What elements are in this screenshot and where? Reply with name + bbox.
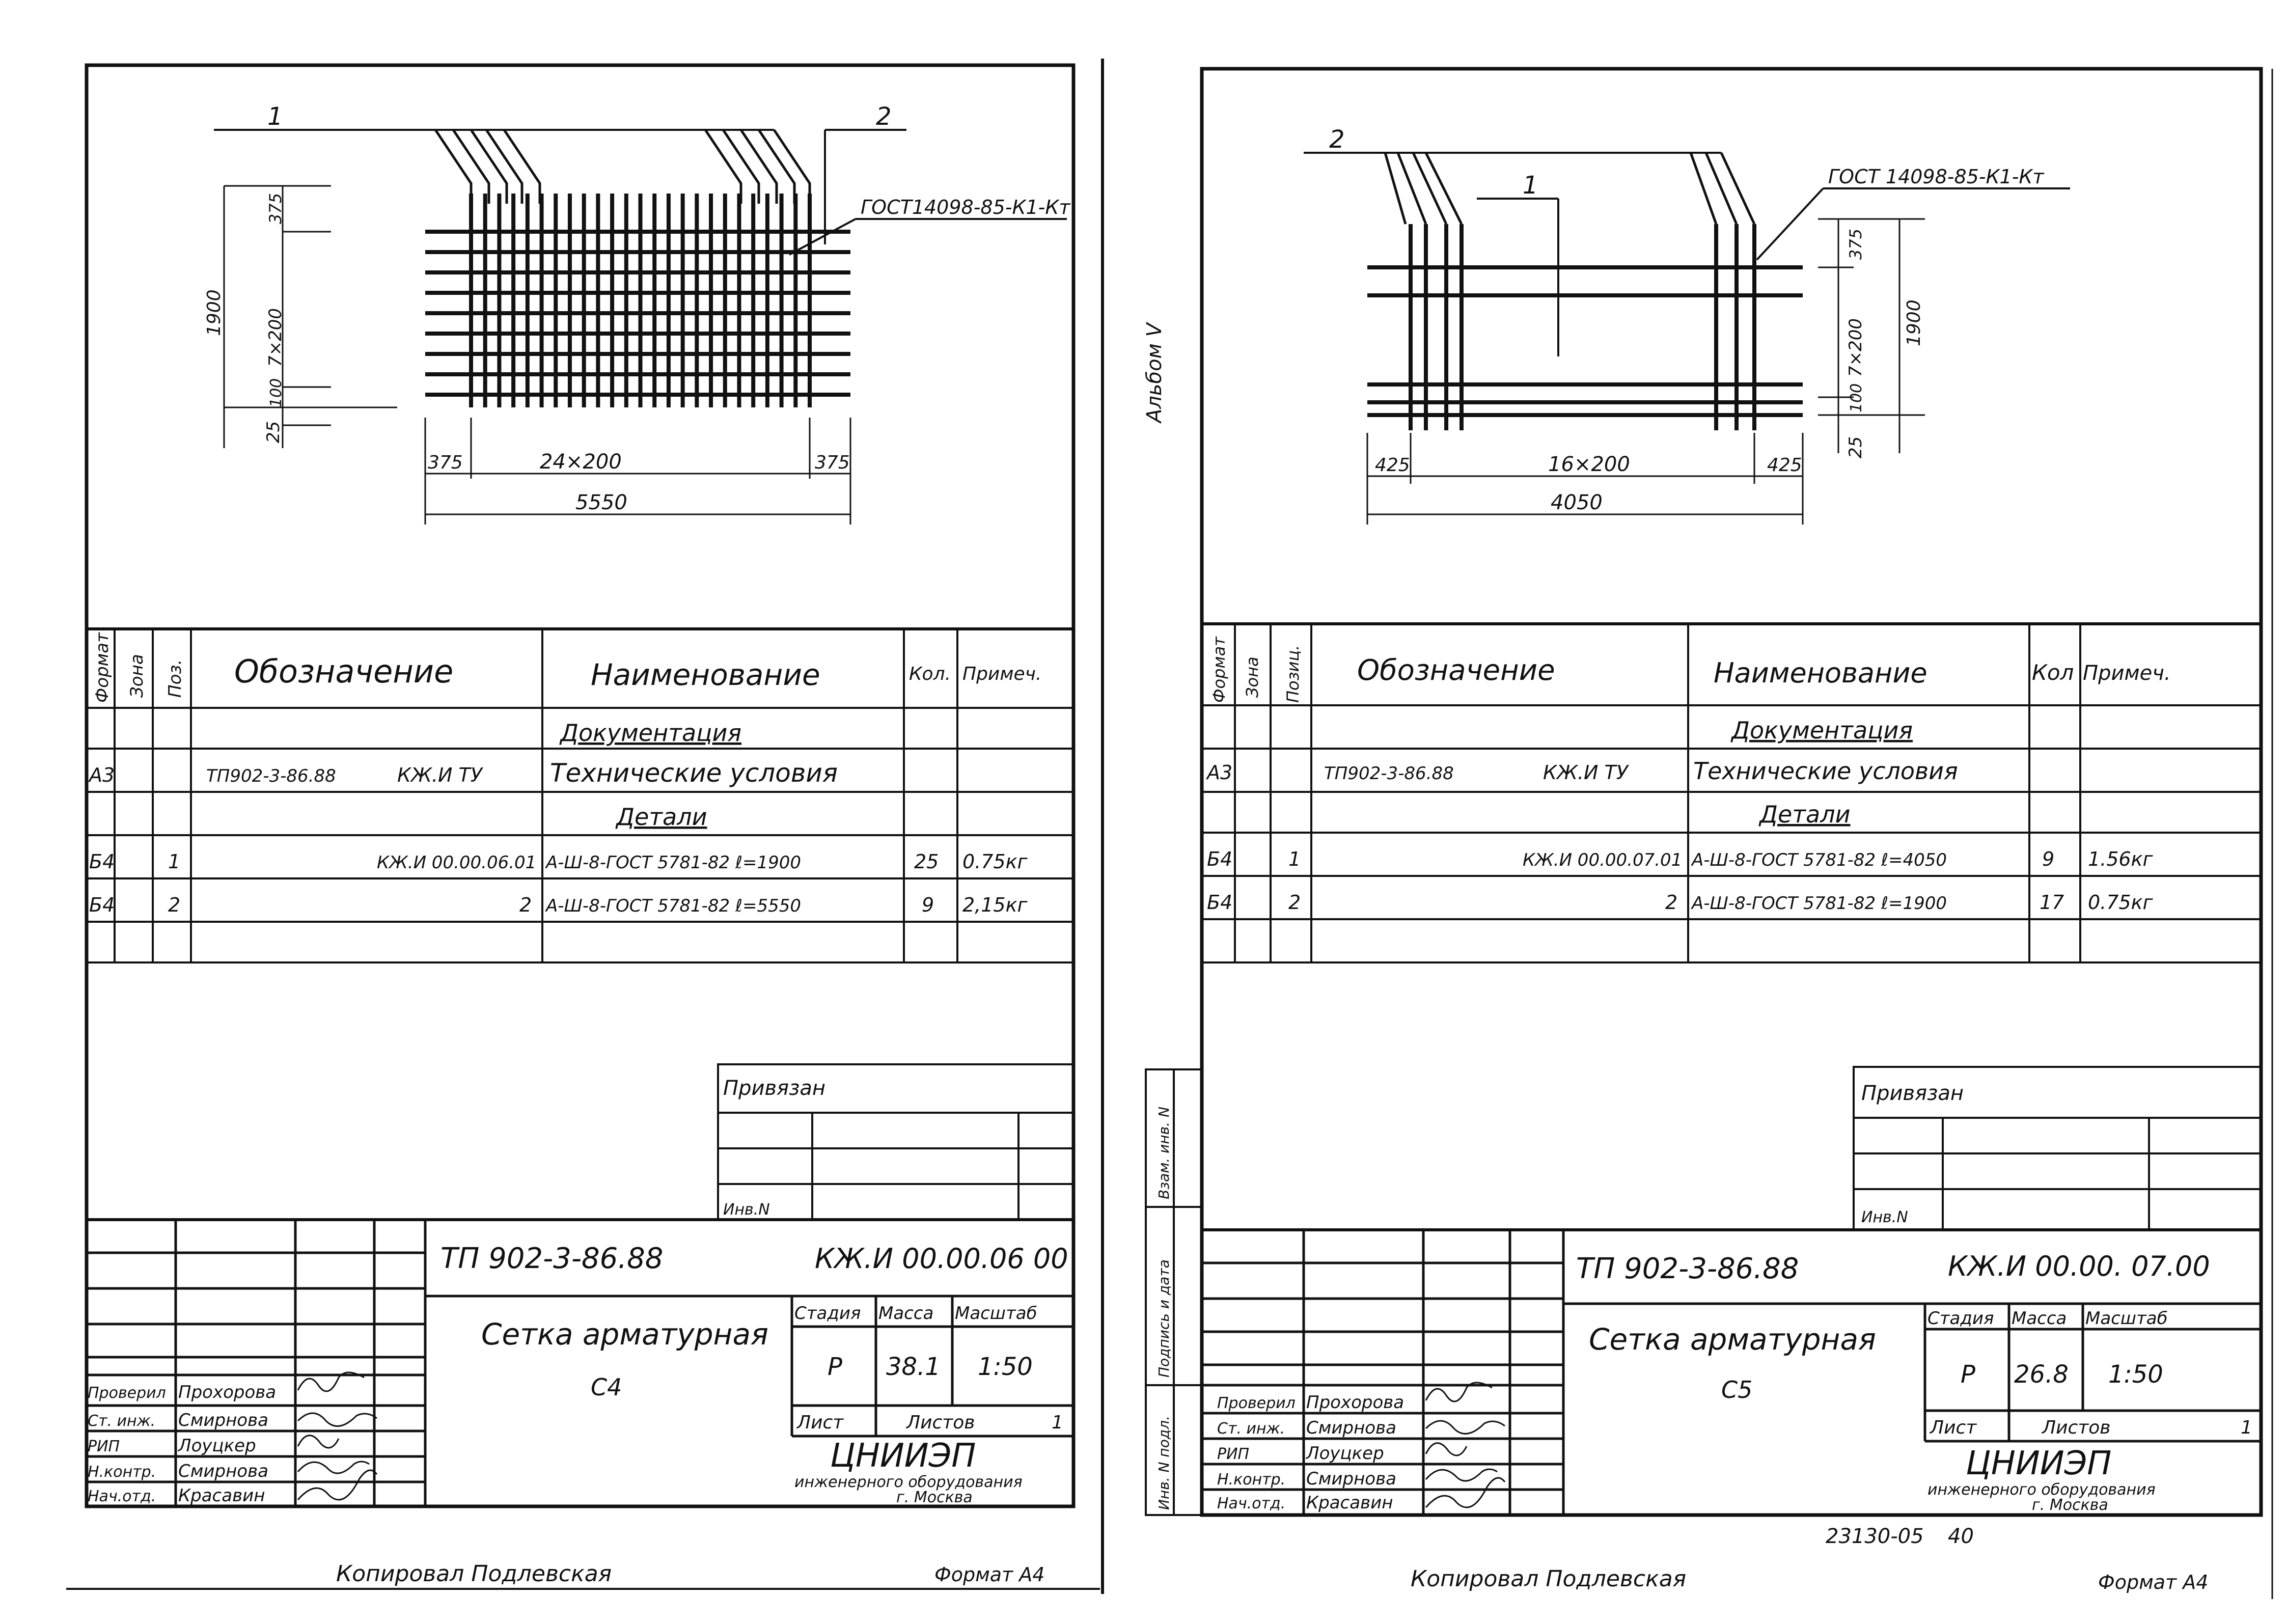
person-role-3: РИП bbox=[88, 1438, 120, 1455]
row1-designation: КЖ.И 00.00.06.01 bbox=[377, 852, 537, 873]
row2-designation-r: 2 bbox=[1665, 891, 1678, 914]
hdr-mass-r: Масса bbox=[2012, 1308, 2067, 1329]
sheet-label-r: Лист bbox=[1930, 1417, 1977, 1438]
hdr-scale-r: Масштаб bbox=[2085, 1308, 2168, 1329]
person-name-3-r: Лоуцкер bbox=[1306, 1443, 1384, 1464]
sheets-count-r: 1 bbox=[2241, 1417, 2252, 1438]
person-name-5-r: Красавин bbox=[1306, 1493, 1393, 1513]
std-label-r: ГОСТ 14098-85-К1-Кт bbox=[1828, 166, 2044, 188]
row1-name-r: А-Ш-8-ГОСТ 5781-82 ℓ=4050 bbox=[1692, 850, 1947, 870]
side-sign-date: Подпись и дата bbox=[1155, 1259, 1172, 1378]
std-label: ГОСТ14098-85-К1-Кт bbox=[861, 196, 1070, 218]
row2-designation: 2 bbox=[519, 894, 532, 916]
bent-bars-left bbox=[435, 130, 540, 204]
hdr-name: Наименование bbox=[591, 657, 820, 692]
mesh-c4-drawing bbox=[204, 102, 1071, 525]
row2-format: Б4 bbox=[89, 894, 115, 916]
row2-pos-r: 2 bbox=[1288, 891, 1301, 914]
row1-pos: 1 bbox=[168, 850, 181, 873]
footer-copied-by: Копировал Подлевская bbox=[336, 1561, 612, 1587]
docs-name: Технические условия bbox=[550, 758, 838, 788]
row2-pos: 2 bbox=[168, 894, 181, 916]
dim-top-v-r: 375 bbox=[1846, 228, 1865, 260]
title-line2: С4 bbox=[591, 1373, 622, 1401]
org-name-r: ЦНИИЭП bbox=[1966, 1445, 2112, 1482]
docs-designation-b: КЖ.И ТУ bbox=[397, 764, 482, 786]
docs-designation-a: ТП902-3-86.88 bbox=[206, 766, 336, 786]
sheet-left bbox=[66, 59, 1103, 1594]
row2-name: А-Ш-8-ГОСТ 5781-82 ℓ=5550 bbox=[546, 896, 802, 916]
row1-qty-r: 9 bbox=[2042, 848, 2055, 870]
person-role-2-r: Ст. инж. bbox=[1217, 1420, 1285, 1438]
row1-format-r: Б4 bbox=[1207, 848, 1233, 870]
person-role-5: Нач.отд. bbox=[88, 1488, 156, 1505]
dim-overall-v-r: 1900 bbox=[1904, 299, 1924, 346]
hdr-stage: Стадия bbox=[794, 1303, 861, 1324]
org-sub1-r: инженерного оборудования bbox=[1927, 1481, 2156, 1499]
title-line2-r: С5 bbox=[1721, 1376, 1753, 1403]
dim-mid-v-r: 100 bbox=[1848, 383, 1865, 412]
hdr-note: Примеч. bbox=[962, 664, 1042, 684]
dim-overall-v: 1900 bbox=[204, 289, 225, 336]
hdr-mass: Масса bbox=[878, 1303, 934, 1324]
person-role-4-r: Н.контр. bbox=[1217, 1471, 1286, 1489]
person-role-1: Проверил bbox=[88, 1384, 166, 1402]
title-line1-r: Сетка арматурная bbox=[1589, 1322, 1876, 1357]
project-code: ТП 902-3-86.88 bbox=[440, 1242, 664, 1275]
hdr-designation-r: Обозначение bbox=[1357, 654, 1555, 687]
callout-2-r: 2 bbox=[1329, 125, 1345, 154]
dim-pitch-h: 24×200 bbox=[540, 450, 622, 474]
callout-2: 2 bbox=[876, 102, 892, 131]
mass-value-r: 26.8 bbox=[2014, 1360, 2069, 1389]
side-swap-inv: Взам. инв. N bbox=[1155, 1107, 1172, 1199]
doc-code-r: КЖ.И 00.00. 07.00 bbox=[1948, 1250, 2210, 1282]
hdr-zone-r: Зона bbox=[1243, 656, 1262, 698]
attached-label-r: Привязан bbox=[1861, 1082, 1964, 1105]
person-role-5-r: Нач.отд. bbox=[1217, 1495, 1286, 1512]
row1-note-r: 1.56кг bbox=[2088, 848, 2153, 870]
sheets-label-r: Листов bbox=[2042, 1417, 2111, 1438]
inv-label: Инв.N bbox=[723, 1201, 770, 1219]
dim-left-h-r: 425 bbox=[1375, 455, 1410, 476]
person-name-1-r: Прохорова bbox=[1306, 1392, 1404, 1413]
hdr-note-r: Примеч. bbox=[2083, 662, 2171, 685]
row1-note: 0.75кг bbox=[962, 850, 1028, 873]
bent-bars-left-2 bbox=[1385, 153, 1462, 224]
hdr-scale: Масштаб bbox=[955, 1303, 1037, 1324]
scale-value: 1:50 bbox=[978, 1353, 1033, 1381]
person-name-4: Смирнова bbox=[178, 1461, 268, 1481]
hdr-name-r: Наименование bbox=[1714, 657, 1927, 689]
page-no: 40 bbox=[1948, 1525, 1974, 1548]
org-sub1: инженерного оборудования bbox=[794, 1473, 1023, 1491]
row1-qty: 25 bbox=[914, 850, 939, 873]
dim-left-h: 375 bbox=[428, 452, 463, 473]
row2-name-r: А-Ш-8-ГОСТ 5781-82 ℓ=1900 bbox=[1692, 893, 1947, 914]
callout-1-r: 1 bbox=[1523, 171, 1538, 200]
row1-designation-r: КЖ.И 00.00.07.01 bbox=[1523, 850, 1683, 870]
sheets-label: Листов bbox=[906, 1412, 975, 1433]
row1-pos-r: 1 bbox=[1288, 848, 1301, 870]
person-role-2: Ст. инж. bbox=[88, 1412, 156, 1430]
person-name-5: Красавин bbox=[178, 1485, 265, 1506]
row2-qty: 9 bbox=[922, 894, 934, 916]
row2-format-r: Б4 bbox=[1207, 891, 1233, 914]
person-role-4: Н.контр. bbox=[88, 1463, 156, 1481]
album-label: Альбом V bbox=[1143, 323, 1166, 423]
hdr-pos-r: Позиц. bbox=[1283, 645, 1303, 703]
inv-label-r: Инв.N bbox=[1861, 1208, 1908, 1226]
dim-pitch-v-r: 7×200 bbox=[1846, 318, 1866, 377]
org-sub2: г. Москва bbox=[896, 1489, 973, 1506]
dim-right-h: 375 bbox=[815, 452, 850, 473]
section-docs: Документация bbox=[560, 719, 742, 747]
bent-bars-right-2 bbox=[1691, 153, 1754, 224]
hdr-designation: Обозначение bbox=[234, 653, 454, 690]
stage-value-r: Р bbox=[1961, 1360, 1975, 1389]
dim-right-h-r: 425 bbox=[1767, 455, 1802, 476]
person-name-3: Лоуцкер bbox=[178, 1436, 256, 1456]
row2-note-r: 0.75кг bbox=[2088, 891, 2153, 914]
bent-bars-right bbox=[705, 130, 810, 204]
sheets-count: 1 bbox=[1052, 1412, 1063, 1433]
stage-value: Р bbox=[828, 1353, 842, 1381]
docs-designation-a-r: ТП902-3-86.88 bbox=[1324, 763, 1454, 784]
person-role-3-r: РИП bbox=[1217, 1445, 1250, 1463]
section-docs-r: Документация bbox=[1731, 717, 1913, 744]
org-sub2-r: г. Москва bbox=[2032, 1496, 2108, 1514]
attached-label: Привязан bbox=[723, 1077, 826, 1100]
row1-name: А-Ш-8-ГОСТ 5781-82 ℓ=1900 bbox=[546, 852, 802, 873]
hdr-zone: Зона bbox=[127, 654, 147, 698]
footer-copied-by-r: Копировал Подлевская bbox=[1411, 1566, 1687, 1592]
section-parts-r: Детали bbox=[1759, 801, 1851, 828]
docs-designation-b-r: КЖ.И ТУ bbox=[1543, 761, 1628, 784]
dim-mid-v: 100 bbox=[267, 378, 285, 407]
mesh-c5-drawing bbox=[1304, 125, 2070, 525]
footer-format-r: Формат А4 bbox=[2098, 1571, 2209, 1593]
docs-format: А3 bbox=[89, 764, 115, 786]
scale-value-r: 1:50 bbox=[2108, 1360, 2163, 1389]
section-parts: Детали bbox=[616, 803, 707, 831]
title-line1: Сетка арматурная bbox=[481, 1317, 768, 1352]
hdr-format-r: Формат bbox=[1209, 637, 1229, 703]
dim-top-v: 375 bbox=[266, 192, 285, 224]
hdr-qty: Кол. bbox=[909, 664, 951, 684]
dim-bottom-v: 25 bbox=[263, 421, 284, 443]
side-strip bbox=[1146, 1069, 1202, 1515]
sheet-label: Лист bbox=[797, 1412, 844, 1433]
footer-format: Формат А4 bbox=[934, 1563, 1045, 1586]
hdr-pos: Поз. bbox=[165, 659, 185, 698]
project-code-r: ТП 902-3-86.88 bbox=[1576, 1252, 1799, 1285]
row2-note: 2,15кг bbox=[962, 894, 1028, 916]
person-name-2: Смирнова bbox=[178, 1410, 268, 1430]
archive-no: 23130-05 bbox=[1826, 1525, 1924, 1548]
mass-value: 38.1 bbox=[886, 1353, 941, 1381]
side-inv-orig: Инв. N подл. bbox=[1155, 1416, 1172, 1510]
sheet-right bbox=[1143, 69, 2272, 1599]
row2-qty-r: 17 bbox=[2040, 891, 2064, 914]
person-role-1-r: Проверил bbox=[1217, 1394, 1296, 1412]
docs-format-r: А3 bbox=[1207, 761, 1233, 784]
dim-bottom-v-r: 25 bbox=[1846, 436, 1866, 458]
dim-overall-h: 5550 bbox=[575, 491, 627, 514]
hdr-stage-r: Стадия bbox=[1927, 1308, 1994, 1329]
hdr-format: Формат bbox=[92, 632, 113, 703]
dim-pitch-v: 7×200 bbox=[265, 308, 286, 367]
dim-overall-h-r: 4050 bbox=[1551, 491, 1603, 514]
org-name: ЦНИИЭП bbox=[830, 1437, 976, 1475]
person-name-1: Прохорова bbox=[178, 1382, 277, 1402]
callout-1: 1 bbox=[267, 102, 283, 131]
std-leader bbox=[789, 219, 856, 255]
person-name-2-r: Смирнова bbox=[1306, 1418, 1396, 1438]
docs-name-r: Технические условия bbox=[1693, 757, 1958, 785]
std-leader-r bbox=[1757, 188, 1823, 260]
dim-pitch-h-r: 16×200 bbox=[1548, 453, 1630, 476]
person-name-4-r: Смирнова bbox=[1306, 1469, 1396, 1489]
hdr-qty-r: Кол bbox=[2032, 660, 2074, 685]
doc-code: КЖ.И 00.00.06 00 bbox=[815, 1243, 1068, 1275]
row1-format: Б4 bbox=[89, 850, 115, 873]
